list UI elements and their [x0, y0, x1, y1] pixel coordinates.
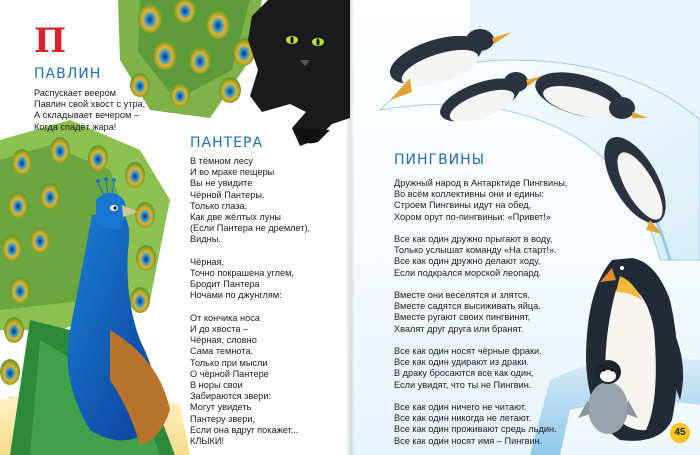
right-page	[350, 0, 700, 455]
penguins-title: ПИНГВИНЫ	[394, 152, 486, 168]
panther-verse: В тёмном лесу И во мраке пещеры Вы не увидите Чёрной Пантеры. Только глаза, Как две жёлтых луны (Если Пантера не дремлет), Видны. Чёрная, Точно покрашена углем, Бродит Пантера Ночами по джунглям: От кончика носа И до хвоста – Чёрная, словно Сама темнота. Только при мысли О чёрной Пантере В норы свои Забираются звери: Могут увидеть Пантеру звери, Если она вдруг покажет... КЛЫКИ!	[190, 156, 311, 447]
alphabet-letter: П	[34, 21, 67, 61]
peacock-title: ПАВЛИН	[34, 66, 102, 82]
page-number: 45	[670, 423, 690, 443]
peacock-verse: Распускает веером Павлин свой хвост с утра, А складывает вечером – Когда спадёт жара!	[34, 88, 146, 132]
panther-figure	[248, 0, 350, 146]
book-gutter	[345, 0, 355, 455]
panther-title: ПАНТЕРА	[190, 135, 264, 151]
penguins-verse: Дружный народ в Антарктиде Пингвины, Во всём коллективны они и едины: Строем Пингвины идут на обед, Хором орут по-пингвиньи: «Привет!» Все как один дружно прыгают в воду, Только услышат команду «На старт!». Все как один дружно делают ходу, Если подкрался морской леопард. Вместе они веселятся и злятся. Вместе садятся высиживать яйца. Вместе ругают своих пингвинят, Хвалят друг друга или бранят. Все как один носят чёрные фраки. Все как один удирают из драки. В драку бросаются все как один, Если увидят, что ты не Пингвин. Все как один ничего не читают. Все как один никогда не летают. Все как один проживают средь льдин. Все как один носят имя – Пингвин.	[394, 178, 568, 446]
